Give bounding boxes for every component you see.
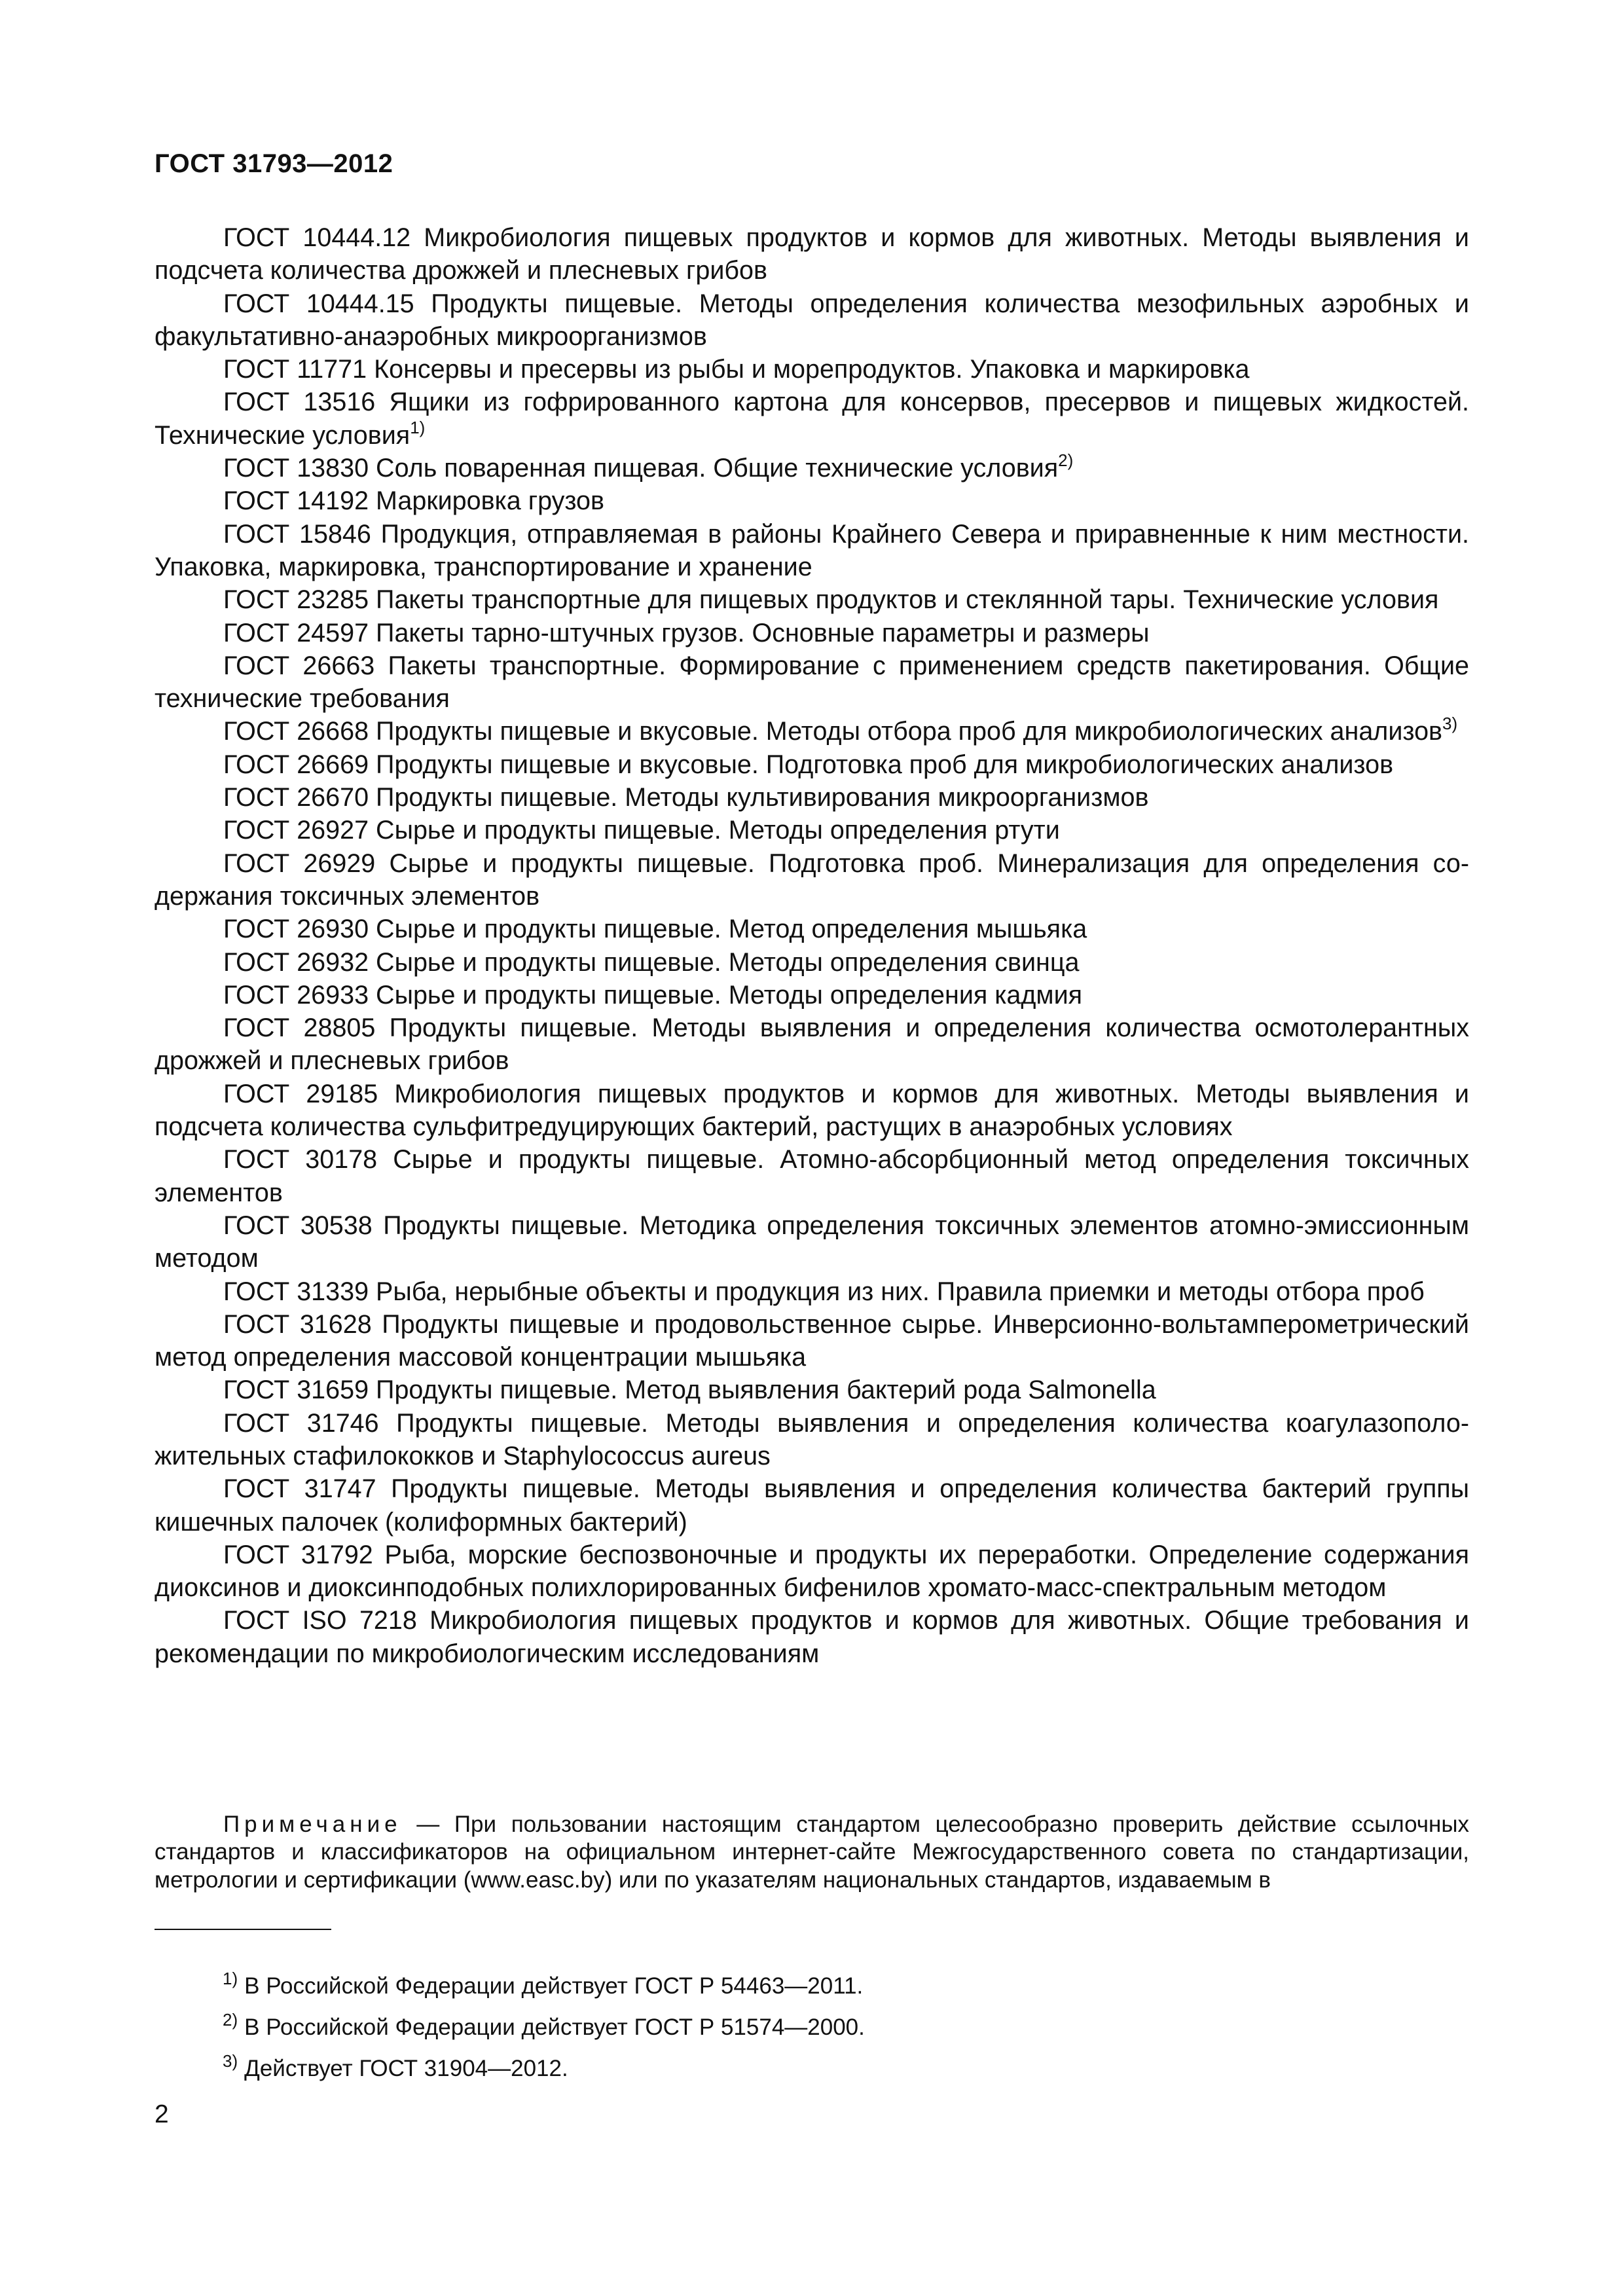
- reference-item: [155, 748, 1469, 781]
- reference-code: ГОСТ 10444.12: [223, 223, 411, 252]
- reference-text: Рыба, морские беспозвоночные и продукты их переработки. Определение содержания диоксинов и диоксинподобных полихлорированных бифенилов хромато-масс-спектральным методом: [155, 1540, 1469, 1603]
- reference-item: [155, 484, 1469, 517]
- reference-text: Пакеты транспортные. Формирование с применением средств пакетирования. Общие технические требования: [155, 651, 1469, 714]
- reference-text: Продукты пищевые. Методы определения количества мезофильных аэробных и факультативно-анаэробных микроорганизмов: [155, 289, 1469, 351]
- reference-text: Микробиология пищевых продуктов и кормов для животных. Методы выявления и подсчета количества сульфитредуцирующих бактерий, растущих в анаэробных условиях: [155, 1079, 1469, 1142]
- reference-code: ГОСТ 30538: [223, 1211, 373, 1240]
- reference-code: ГОСТ 26930: [223, 915, 369, 944]
- reference-item: [155, 518, 1469, 584]
- reference-item: [155, 221, 1469, 287]
- note-label: Примечание: [223, 1812, 402, 1837]
- reference-item: [155, 1472, 1469, 1539]
- reference-item: [155, 715, 1469, 748]
- reference-text: Продукты пищевые. Метод выявления бактерий рода Salmonella: [376, 1376, 1156, 1405]
- reference-item: [155, 913, 1469, 945]
- footnote-mark: 1): [223, 1969, 238, 1988]
- reference-text: Пакеты транспортные для пищевых продуктов и стеклянной тары. Технические условия: [376, 585, 1439, 615]
- reference-code: ГОСТ 31747: [223, 1474, 376, 1504]
- reference-text: Сырье и продукты пищевые. Методы определения свинца: [376, 947, 1080, 977]
- reference-code: ГОСТ 26663: [223, 651, 375, 680]
- reference-code: ГОСТ 26932: [223, 947, 369, 977]
- reference-code: ГОСТ 23285: [223, 585, 369, 615]
- reference-text: Рыба, нерыбные объекты и продукция из них. Правила приемки и методы отбора проб: [376, 1277, 1425, 1306]
- footnote-separator: [155, 1929, 331, 1930]
- reference-item: [155, 946, 1469, 979]
- reference-code: ГОСТ 15846: [223, 519, 371, 549]
- footnote-text: В Российской Федерации действует ГОСТ Р 54463—2011.: [244, 1973, 864, 1999]
- reference-text: Продукты пищевые. Методы выявления и определения количества бактерий группы кишечных палочек (колиформных бактерий): [155, 1474, 1469, 1537]
- reference-item: [155, 649, 1469, 716]
- reference-text: Соль поваренная пищевая. Общие технические условия: [376, 454, 1059, 483]
- footnote-text: В Российской Федерации действует ГОСТ Р 51574—2000.: [244, 2014, 865, 2040]
- reference-text: Продукты пищевые и вкусовые. Методы отбора проб для микробиологических анализов: [376, 717, 1443, 746]
- reference-code: ГОСТ 31792: [223, 1540, 373, 1569]
- reference-item: [155, 1143, 1469, 1209]
- footnote-mark: 2): [223, 2010, 238, 2030]
- reference-text: Сырье и продукты пищевые. Методы определения кадмия: [376, 980, 1083, 1010]
- reference-text: Сырье и продукты пищевые. Атомно-абсорбционный метод определения токсичных элементов: [155, 1145, 1469, 1207]
- reference-code: ГОСТ 31659: [223, 1376, 369, 1405]
- reference-code: ГОСТ 26927: [223, 816, 369, 845]
- reference-item: [155, 583, 1469, 616]
- reference-code: ГОСТ 24597: [223, 618, 369, 647]
- reference-text: Продукты пищевые. Методы выявления и определения количества осмотолерантных дрожжей и плесневых грибов: [155, 1013, 1469, 1076]
- note-paragraph: [155, 1811, 1469, 1894]
- reference-code: ГОСТ ISO 7218: [223, 1606, 417, 1635]
- reference-text: Продукты пищевые и продовольственное сырье. Инверсионно-вольтамперометрический метод определения массовой концентрации мышьяка: [155, 1309, 1469, 1372]
- reference-item: [155, 847, 1469, 913]
- reference-item: [155, 1407, 1469, 1473]
- reference-code: ГОСТ 26670: [223, 783, 369, 812]
- reference-item: [155, 1374, 1469, 1406]
- reference-text: Продукты пищевые. Методика определения токсичных элементов атомно-эмиссионным методом: [155, 1211, 1469, 1273]
- footnote-ref: 3): [1442, 714, 1458, 734]
- reference-text: Сырье и продукты пищевые. Метод определения мышьяка: [376, 915, 1087, 944]
- reference-text: Продукты пищевые и вкусовые. Подготовка проб для микробиологических анализов: [376, 750, 1394, 779]
- reference-item: [155, 1078, 1469, 1144]
- reference-code: ГОСТ 13516: [223, 388, 376, 417]
- reference-code: ГОСТ 14192: [223, 486, 369, 516]
- reference-text: Консервы и пресервы из рыбы и морепродуктов. Упаковка и маркировка: [374, 355, 1250, 384]
- reference-item: [155, 1275, 1469, 1308]
- reference-code: ГОСТ 26669: [223, 750, 369, 779]
- footnote: [223, 2010, 865, 2041]
- page-header: ГОСТ 31793—2012: [155, 149, 393, 178]
- reference-text: Сырье и продукты пищевые. Подготовка проб. Минерализация для определения содержания токсичных элементов: [155, 848, 1469, 911]
- reference-item: [155, 1011, 1469, 1078]
- references-list: [155, 221, 1469, 1670]
- reference-item: [155, 386, 1469, 452]
- reference-item: [155, 452, 1469, 484]
- reference-item: [155, 287, 1469, 354]
- reference-item: [155, 979, 1469, 1011]
- reference-item: [155, 1539, 1469, 1605]
- reference-code: ГОСТ 26668: [223, 717, 369, 746]
- reference-text: Микробиология пищевых продуктов и кормов для животных. Общие требования и рекомендации по микробиологическим исследованиям: [155, 1606, 1469, 1668]
- reference-text: Продукты пищевые. Методы культивирования микроорганизмов: [376, 783, 1149, 812]
- note-text: — При пользовании настоящим стандартом целесообразно проверить действие ссылочных стандартов и классификаторов на официальном интернет-сайте Межгосударственного совета по стандартизации, метрологии и сертификации (www.easc.by) или по указателям национальных стандартов, издаваемым в: [155, 1812, 1469, 1893]
- reference-code: ГОСТ 31746: [223, 1408, 379, 1438]
- reference-text: Маркировка грузов: [376, 486, 604, 516]
- reference-code: ГОСТ 13830: [223, 454, 369, 483]
- reference-item: [155, 781, 1469, 814]
- reference-code: ГОСТ 28805: [223, 1013, 376, 1043]
- reference-item: [155, 1209, 1469, 1275]
- reference-item: [155, 814, 1469, 847]
- page-number: 2: [155, 2100, 169, 2128]
- reference-item: [155, 1308, 1469, 1374]
- reference-text: Ящики из гофрированного картона для консервов, пресервов и пищевых жидкостей. Технические условия: [155, 388, 1469, 450]
- reference-text: Микробиология пищевых продуктов и кормов для животных. Методы выявления и подсчета количества дрожжей и плесневых грибов: [155, 223, 1469, 285]
- reference-code: ГОСТ 29185: [223, 1079, 378, 1108]
- footnote-text: Действует ГОСТ 31904—2012.: [244, 2056, 568, 2081]
- reference-item: [155, 617, 1469, 649]
- reference-code: ГОСТ 26929: [223, 848, 376, 878]
- reference-text: Продукты пищевые. Методы выявления и определения количества коагулазоположительных стафилококков и Staphylococcus aureus: [155, 1408, 1469, 1470]
- footnote-ref: 1): [410, 417, 426, 437]
- reference-code: ГОСТ 31628: [223, 1309, 372, 1339]
- reference-text: Пакеты тарно-штучных грузов. Основные параметры и размеры: [376, 618, 1150, 647]
- reference-code: ГОСТ 30178: [223, 1145, 378, 1175]
- reference-code: ГОСТ 11771: [223, 355, 367, 384]
- reference-text: Сырье и продукты пищевые. Методы определения ртути: [376, 816, 1060, 845]
- footnote-mark: 3): [223, 2051, 238, 2071]
- reference-code: ГОСТ 10444.15: [223, 289, 414, 318]
- reference-item: [155, 1604, 1469, 1670]
- footnote-ref: 2): [1058, 450, 1074, 471]
- footnote: [223, 2051, 568, 2083]
- reference-text: Продукция, отправляемая в районы Крайнего Севера и приравненные к ним местности. Упаковка, маркировка, транспортирование и хранение: [155, 519, 1469, 581]
- reference-item: [155, 353, 1469, 386]
- reference-code: ГОСТ 31339: [223, 1277, 369, 1306]
- reference-code: ГОСТ 26933: [223, 980, 369, 1010]
- footnote: [223, 1969, 864, 2000]
